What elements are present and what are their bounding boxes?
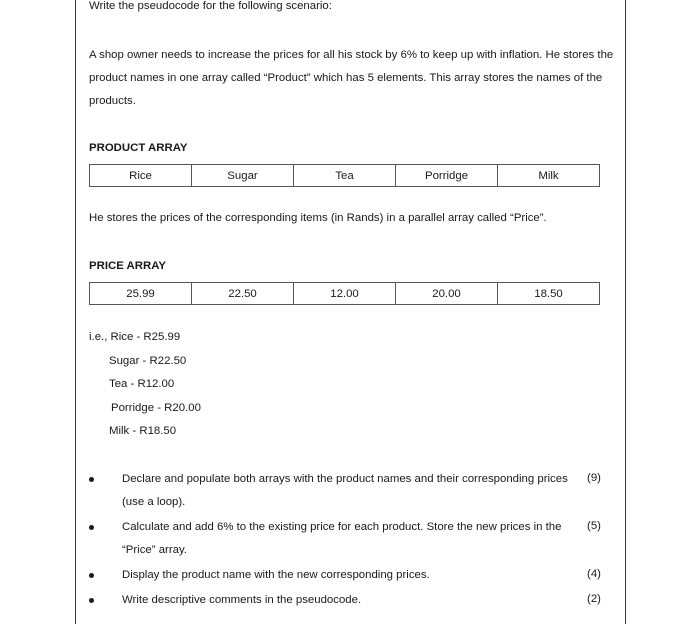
bullet-icon: [89, 477, 94, 482]
task-marks: (5): [587, 520, 601, 532]
parallel-array-text: He stores the prices of the corresponding items (in Rands) in a parallel array called “Price”.: [89, 212, 547, 224]
task-text: Declare and populate both arrays with the product names and their corresponding prices (use a loop).: [122, 473, 568, 508]
product-array-cell: Milk: [498, 165, 600, 187]
example-line: Porridge - R20.00: [111, 402, 201, 414]
product-array-label: PRODUCT ARRAY: [89, 142, 188, 154]
price-array-cell: 18.50: [498, 283, 600, 305]
price-array-cell: 25.99: [90, 283, 192, 305]
product-array-cell: Tea: [294, 165, 396, 187]
example-line: i.e., Rice - R25.99: [89, 331, 181, 343]
example-line: Milk - R18.50: [109, 425, 177, 437]
task-marks: (4): [587, 568, 601, 580]
product-array-cell: Sugar: [192, 165, 294, 187]
scenario-paragraph: A shop owner needs to increase the prices for all his stock by 6% to keep up with inflation. He stores the product names in one array called “Product” which has 5 elements. This array stores the names of the products.: [89, 49, 614, 107]
task-marks: (9): [587, 472, 601, 484]
task-text: Display the product name with the new corresponding prices.: [122, 569, 430, 581]
bullet-icon: [89, 525, 94, 530]
price-array-cell: 22.50: [192, 283, 294, 305]
example-line: Sugar - R22.50: [109, 355, 187, 367]
bullet-icon: [89, 598, 94, 603]
task-text: Calculate and add 6% to the existing price for each product. Store the new prices in the “Price” array.: [122, 521, 562, 556]
task-marks: (2): [587, 593, 601, 605]
price-array-table: [89, 282, 600, 305]
product-array-table: [89, 164, 600, 187]
question-heading: Write the pseudocode for the following scenario:: [89, 0, 332, 12]
product-array-cell: Rice: [90, 165, 192, 187]
task-text: Write descriptive comments in the pseudocode.: [122, 594, 362, 606]
product-array-cell: Porridge: [396, 165, 498, 187]
example-line: Tea - R12.00: [109, 378, 175, 390]
document-page: [75, 0, 626, 624]
price-array-label: PRICE ARRAY: [89, 260, 167, 272]
price-array-cell: 12.00: [294, 283, 396, 305]
bullet-icon: [89, 573, 94, 578]
price-array-cell: 20.00: [396, 283, 498, 305]
